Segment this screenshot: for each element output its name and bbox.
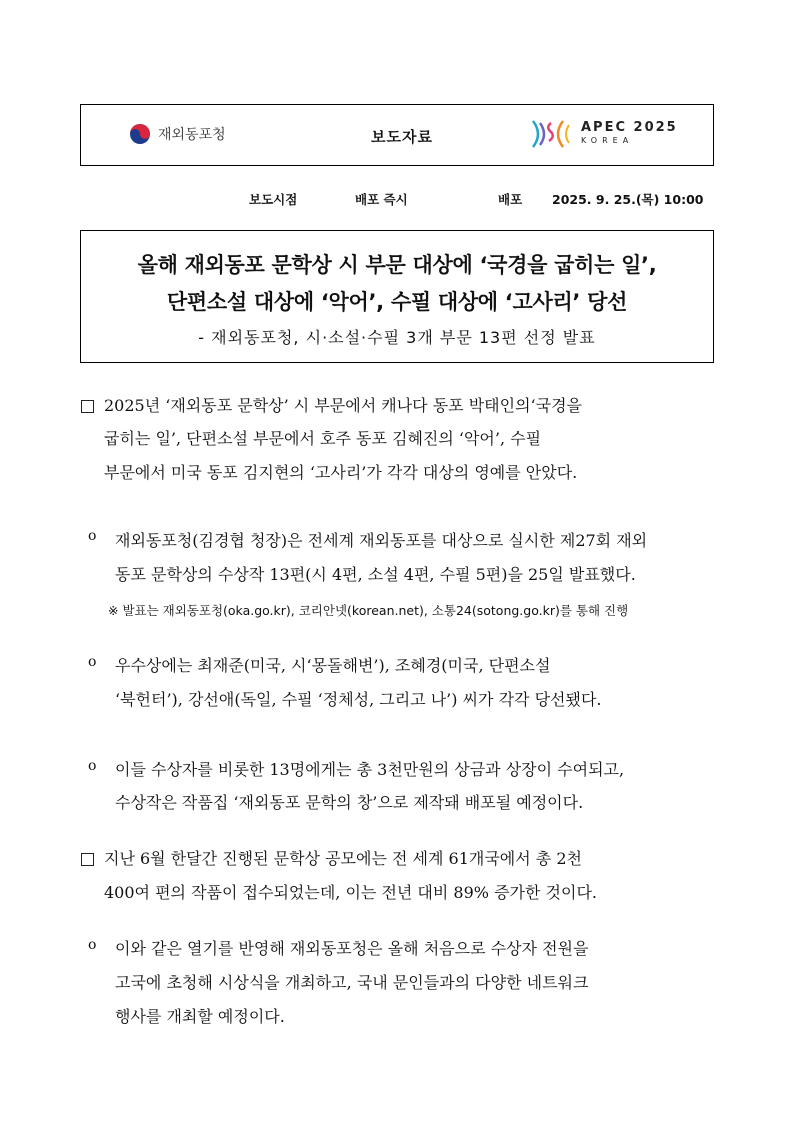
distribution-label: 배포 xyxy=(498,192,523,207)
document-type: 보도자료 xyxy=(371,128,433,146)
paragraph-6-line-3: 행사를 개최할 예정이다. xyxy=(115,1007,285,1026)
paragraph-3-line-2: ‘북헌터’), 강선애(독일, 수필 ‘정체성, 그리고 나’) 씨가 각각 당선됐다. xyxy=(115,690,602,709)
apec-title: APEC 2025 xyxy=(581,120,678,135)
apec-logo xyxy=(529,117,678,151)
paragraph-line: 굽히는 일’, 단편소설 부문에서 호주 동포 김혜진의 ‘악어’, 수필 xyxy=(104,429,542,448)
paragraph-2-line-1: 재외동포청(김경협 청장)은 전세계 재외동포를 대상으로 실시한 제27회 재외 xyxy=(115,531,648,550)
agency-name: 재외동포청 xyxy=(158,127,226,143)
taegeuk-icon xyxy=(129,123,151,145)
paragraph-3-line-1: 우수상에는 최재준(미국, 시‘몽돌해변’), 조혜경(미국, 단편소설 xyxy=(115,656,551,675)
square-bullet-icon xyxy=(81,853,94,866)
paragraph-5-line-2: 400여 편의 작품이 접수되었는데, 이는 전년 대비 89% 증가한 것이다. xyxy=(104,883,597,902)
paragraph-4-line-2: 수상작은 작품집 ‘재외동포 문학의 창’으로 제작돼 배포될 예정이다. xyxy=(115,793,584,812)
paragraph-4-line-1: 이들 수상자를 비롯한 13명에게는 총 3천만원의 상금과 상장이 수여되고, xyxy=(115,760,625,779)
headline-box xyxy=(80,230,714,363)
release-time-label: 보도시점 xyxy=(249,192,298,207)
paragraph-line: 부문에서 미국 동포 김지현의 ‘고사리’가 각각 대상의 영예를 안았다. xyxy=(104,463,578,482)
paragraph-2-line-2: 동포 문학상의 수상작 13편(시 4편, 소설 4편, 수필 5편)을 25일 발표했다. xyxy=(115,565,636,584)
release-time-value: 배포 즉시 xyxy=(355,192,408,207)
headline-line-2: 단편소설 대상에 ‘악어’, 수필 대상에 ‘고사리’ 당선 xyxy=(166,290,628,314)
circle-bullet-icon: o xyxy=(88,937,97,953)
agency-logo xyxy=(129,123,226,145)
distribution-date: 2025. 9. 25.(목) 10:00 xyxy=(552,192,704,207)
headline-line-1: 올해 재외동포 문학상 시 부문 대상에 ‘국경을 굽히는 일’, xyxy=(137,253,657,277)
circle-bullet-icon: o xyxy=(88,528,97,544)
paragraph-6-line-2: 고국에 초청해 시상식을 개최하고, 국내 문인들과의 다양한 네트워크 xyxy=(115,973,589,992)
apec-subtitle: KOREA xyxy=(581,136,634,145)
subtitle: - 재외동포청, 시·소설·수필 3개 부문 13편 선정 발표 xyxy=(198,328,596,347)
circle-bullet-icon: o xyxy=(88,758,97,774)
apec-mark-icon xyxy=(529,117,573,151)
square-bullet-icon xyxy=(81,400,94,413)
paragraph-line: 2025년 ‘재외동포 문학상’ 시 부문에서 캐나다 동포 박태인의‘국경을 xyxy=(104,396,582,415)
paragraph-5-line-1: 지난 6월 한달간 진행된 문학상 공모에는 전 세계 61개국에서 총 2천 xyxy=(104,849,582,868)
announcement-note: ※ 발표는 재외동포청(oka.go.kr), 코리안넷(korean.net), 소통24(sotong.go.kr)를 통해 진행 xyxy=(108,603,629,618)
paragraph-6-line-1: 이와 같은 열기를 반영해 재외동포청은 올해 처음으로 수상자 전원을 xyxy=(115,939,589,958)
press-header xyxy=(80,104,714,166)
circle-bullet-icon: o xyxy=(88,654,97,670)
